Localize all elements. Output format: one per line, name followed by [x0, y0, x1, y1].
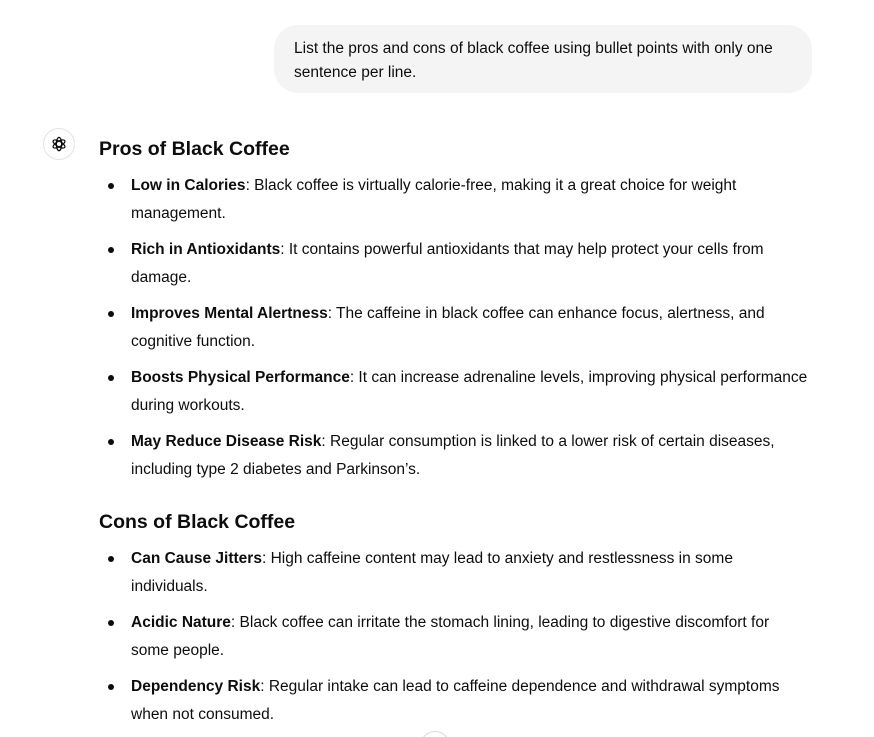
item-text: : It contains powerful antioxidants that may help protect your cells from damage.	[131, 241, 764, 286]
pros-heading: Pros of Black Coffee	[99, 138, 290, 160]
list-item	[99, 545, 811, 601]
list-item	[99, 428, 811, 484]
item-text: : Black coffee is virtually calorie-free, making it a great choice for weight management.	[131, 177, 737, 222]
assistant-message	[99, 133, 819, 737]
item-text: : High caffeine content may lead to anxiety and restlessness in some individuals.	[131, 550, 733, 595]
pros-list	[99, 172, 819, 484]
item-text: : The caffeine in black coffee can enhance focus, alertness, and cognitive function.	[131, 305, 765, 350]
item-text: : Black coffee can irritate the stomach lining, leading to digestive discomfort for some people.	[131, 614, 770, 659]
cons-list	[99, 545, 819, 729]
list-item	[99, 609, 811, 665]
list-item	[99, 364, 811, 420]
assistant-avatar	[43, 128, 75, 160]
item-term: May Reduce Disease Risk	[131, 433, 322, 450]
item-term: Rich in Antioxidants	[131, 241, 281, 258]
item-term: Dependency Risk	[131, 678, 261, 695]
list-item	[99, 300, 811, 356]
item-term: Boosts Physical Performance	[131, 369, 350, 386]
user-message-bubble	[274, 25, 812, 93]
item-term: Can Cause Jitters	[131, 550, 262, 567]
user-message-text: List the pros and cons of black coffee using bullet points with only one sentence per line.	[294, 40, 773, 81]
openai-logo-icon	[49, 134, 69, 154]
item-term: Low in Calories	[131, 177, 246, 194]
cons-heading: Cons of Black Coffee	[99, 511, 296, 533]
item-text: : Regular consumption is linked to a lower risk of certain diseases, including type 2 diabetes and Parkinson’s.	[131, 433, 775, 478]
item-term: Improves Mental Alertness	[131, 305, 328, 322]
list-item	[99, 236, 811, 292]
item-text: : It can increase adrenaline levels, improving physical performance during workouts.	[131, 369, 808, 414]
item-term: Acidic Nature	[131, 614, 231, 631]
list-item	[99, 673, 811, 729]
item-text: : Regular intake can lead to caffeine dependence and withdrawal symptoms when not consumed.	[131, 678, 780, 723]
list-item	[99, 172, 811, 228]
